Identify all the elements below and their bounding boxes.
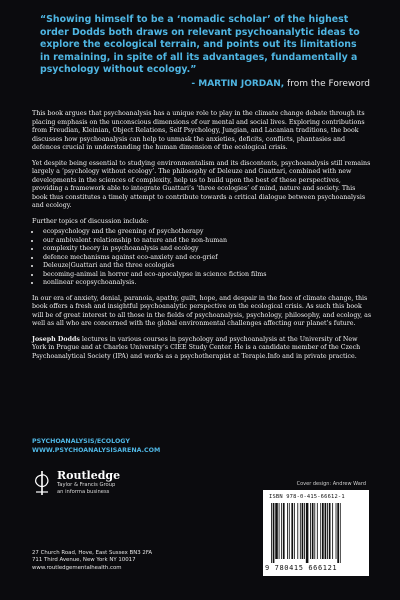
topic-item: • ecopsychology and the greening of psychotherapy bbox=[41, 228, 372, 237]
publisher-address bbox=[32, 550, 152, 572]
description-paragraph-3: In our era of anxiety, denial, paranoia, apathy, guilt, hope, and despair in the face of climate change, this book offers a fresh and insightful psychoanalytic perspective on the ecological crisis. As such this book will be of great interest to all those in the fields of psychoanalysis, psychology, philosophy, and ecology, as well as all who are concerned with the global environmental challenges affecting our planet’s future. bbox=[32, 294, 372, 327]
address-line: 711 Third Avenue, New York NY 10017 bbox=[32, 557, 136, 564]
author-bio-text: lectures in various courses in psychology and psychoanalysis at the University of New York in Prague and at Charles University’s CIEE Study Center. He is a candidate member of the Czech Psychoanalytical Society (IPA) and works as a psychotherapist at Terapie.Info and in private practice. bbox=[32, 335, 361, 360]
quote-source: from the Foreword bbox=[284, 79, 370, 89]
topic-item: • complexity theory in psychoanalysis and ecology bbox=[41, 245, 372, 254]
subject-category: PSYCHOANALYSIS/ECOLOGY bbox=[32, 438, 130, 445]
publisher-logo bbox=[32, 470, 172, 496]
barcode-digits: 9 780415 666121 bbox=[265, 564, 338, 572]
isbn-barcode bbox=[263, 490, 369, 576]
book-description bbox=[32, 110, 372, 368]
publisher-informa: an informa business bbox=[57, 489, 110, 495]
quote-author: - MARTIN JORDAN, bbox=[191, 79, 285, 89]
description-paragraph-2: Yet despite being essential to studying environmentalism and its discontents, psychoanalysis still remains largely a ‘psychology without ecology’. The philosophy of Deleuze and Guattari, combined with new developments in the sciences of complexity, help us to build upon the best of these perspectives, providing a framework able to integrate Guattari’s ‘three ecologies’ of mind, nature and society. This book thus constitutes a timely attempt to contribute towards a critical dialogue between psychoanalysis and ecology. bbox=[32, 159, 371, 209]
website-link[interactable]: WWW.PSYCHOANALYSISARENA.COM bbox=[32, 447, 161, 454]
routledge-logo-icon bbox=[32, 470, 52, 496]
category-links bbox=[32, 437, 160, 455]
topic-item: • Deleuze|Guattari and the three ecologies bbox=[41, 262, 372, 271]
description-paragraph-1: This book argues that psychoanalysis has a unique role to play in the climate change debate through its placing emphasis on the unconscious dimensions of our mental and social lives. Exploring contributions from Freudian, Kleinian, Object Relations, Self Psychology, Jungian, and Lacanian traditions, the book discusses how psychoanalysis can help to unmask the anxieties, deficits, conflicts, phantasies and defences crucial in understanding the human dimension of the ecological crisis. bbox=[32, 110, 365, 151]
topic-item: • nonlinear ecopsychoanalysis. bbox=[41, 279, 372, 288]
cover-credit: Cover design: Andrew Ward bbox=[296, 481, 366, 487]
publisher-website[interactable]: www.routledgementalhealth.com bbox=[32, 564, 122, 571]
address-line: 27 Church Road, Hove, East Sussex BN3 2FA bbox=[32, 550, 153, 556]
publisher-name-block bbox=[57, 470, 120, 496]
topic-item: • becoming-animal in horror and eco-apocalypse in science fiction films bbox=[41, 271, 372, 280]
quote-attribution bbox=[191, 79, 370, 89]
foreword-quote: “Showing himself to be a ‘nomadic scholar’ of the highest order Dodds both draws on relevant psychoanalytic ideas to explore the ecological terrain, and points out its limitations in remaining, in spite of all its advantages, fundamentally a psychology without ecology.” bbox=[40, 14, 360, 76]
author-bio bbox=[32, 336, 372, 362]
publisher-group: Taylor & Francis Group bbox=[57, 482, 116, 488]
topic-item: • our ambivalent relationship to nature and the non-human bbox=[41, 237, 372, 246]
topics-list bbox=[32, 228, 372, 288]
topic-item: • defence mechanisms against eco-anxiety and eco-grief bbox=[41, 254, 372, 263]
barcode-icon bbox=[271, 503, 363, 563]
author-name: Joseph Dodds bbox=[32, 335, 80, 343]
topics-intro: Further topics of discussion include: bbox=[32, 217, 149, 225]
publisher-name: Routledge bbox=[57, 469, 121, 482]
isbn-label: ISBN 978-0-415-66612-1 bbox=[269, 494, 345, 500]
